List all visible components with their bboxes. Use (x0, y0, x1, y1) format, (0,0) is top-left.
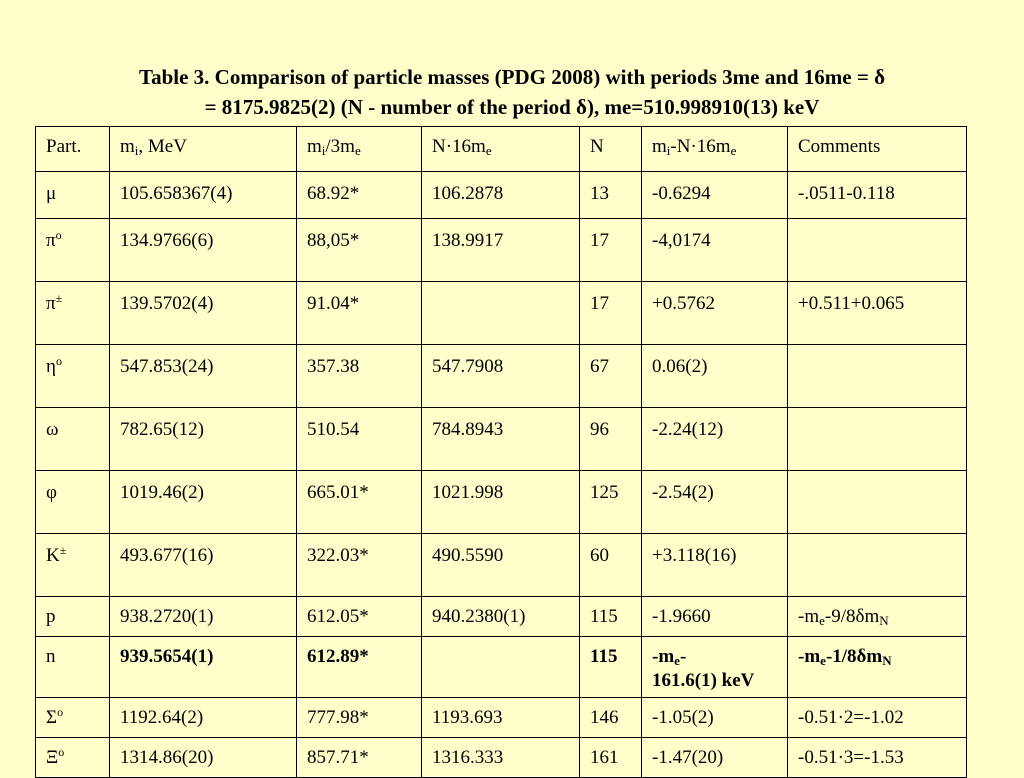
table-row: K± 493.677(16) 322.03* 490.5590 60 +3.118(16) (36, 534, 967, 597)
header-n16me: $N\cdot 16m_e$ (422, 127, 580, 172)
table-row: $\Sigma^o$ 1192.64(2) 777.98* 1193.693 146 -1.05(2) -0.51·2=-1.02 (36, 698, 967, 738)
caption-line-1: Table 3. Comparison of particle masses (PDG 2008) with periods 3me and 16me = δ (139, 65, 885, 89)
header-n: N (580, 127, 642, 172)
header-difference: $m_i-N\cdot 16m_e$ (642, 127, 788, 172)
header-ratio: $m_i/3m_e$ (297, 127, 422, 172)
header-row (36, 127, 967, 172)
table-row: π± 139.5702(4) 91.04* 17 +0.5762 +0.511+0.065 (36, 282, 967, 345)
table-row: $\pi^o$ 134.9766(6) 88,05* 138.9917 17 -4,0174 (36, 219, 967, 282)
header-mass: $m_i$, MeV (110, 127, 297, 172)
header-comments: Comments (788, 127, 967, 172)
header-part: Part. (36, 127, 110, 172)
table-row: $\eta^o$ 547.853(24) 357.38 547.7908 67 0.06(2) (36, 345, 967, 408)
table-row-neutron: n 939.5654(1) 612.89* 115 $-m_e-$ 161.6(1) keV $-m_e-1/8\delta m_N$ (36, 637, 967, 698)
table-row: φ 1019.46(2) 665.01* 1021.998 125 -2.54(2) (36, 471, 967, 534)
table-row-proton: p 938.2720(1) 612.05* 940.2380(1) 115 -1.9660 $-m_e-9/8\delta m_N$ (36, 597, 967, 637)
table-row: μ 105.658367(4) 68.92* 106.2878 13 -0.6294 -.0511-0.118 (36, 172, 967, 219)
table-row: ω 782.65(12) 510.54 784.8943 96 -2.24(12) (36, 408, 967, 471)
caption-line-2: = 8175.9825(2) (N - number of the period δ), me=510.998910(13) keV (204, 95, 820, 119)
table-row: $\Xi^o$ 1314.86(20) 857.71* 1316.333 161 -1.47(20) -0.51·3=-1.53 (36, 738, 967, 778)
table-caption (30, 62, 994, 122)
particle-mass-table (35, 126, 967, 778)
